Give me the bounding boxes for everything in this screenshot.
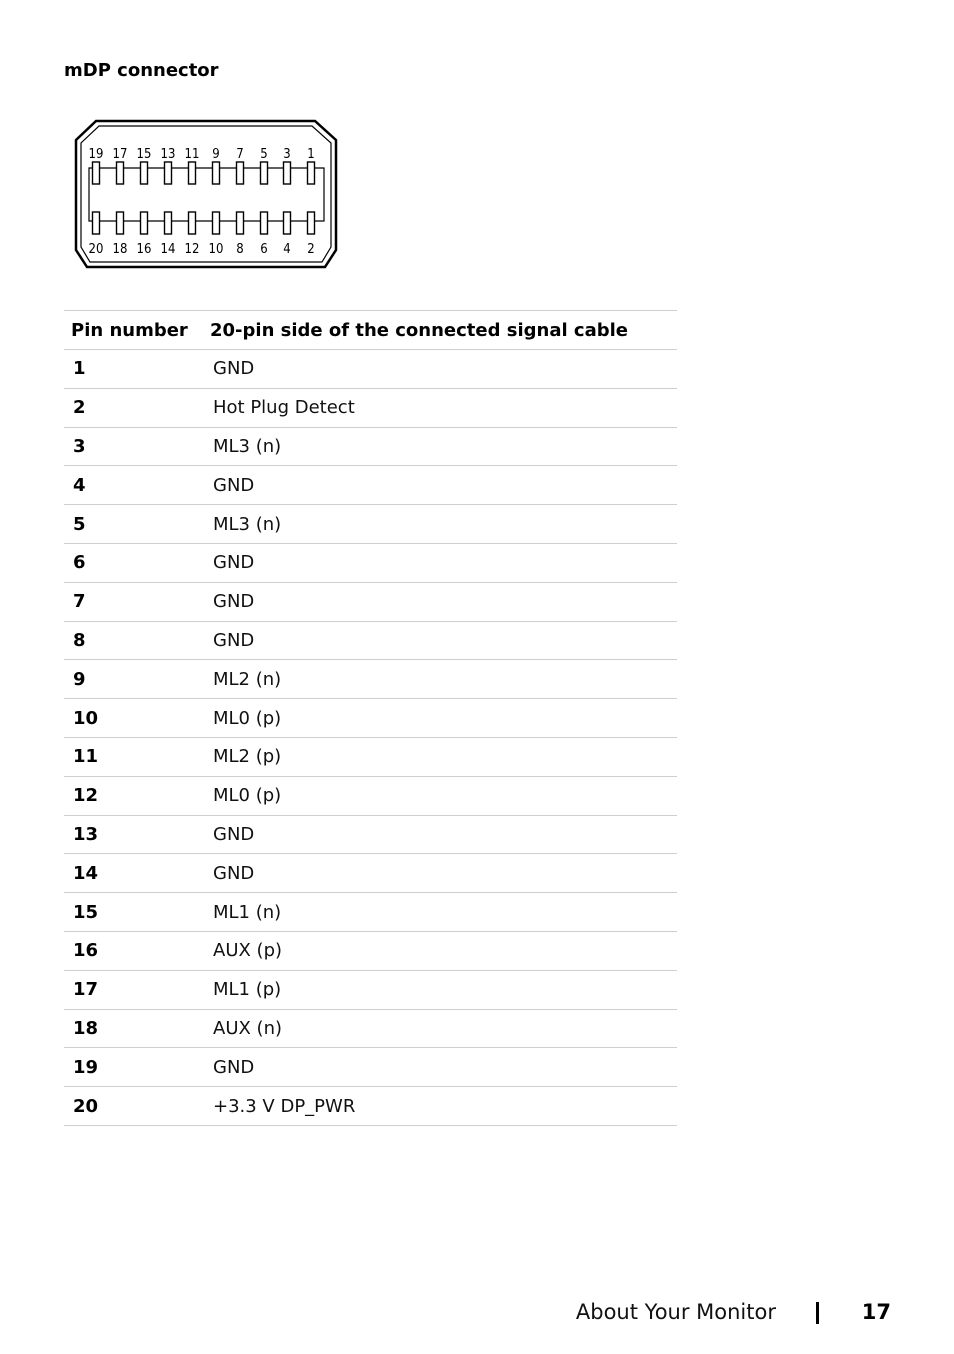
bottom-pin — [117, 212, 124, 234]
bottom-pin — [308, 212, 315, 234]
pin-number-cell: 20 — [64, 1087, 204, 1126]
signal-cell: AUX (p) — [204, 931, 677, 970]
table-row — [64, 1009, 677, 1048]
top-pin — [261, 162, 268, 184]
signal-cell: +3.3 V DP_PWR — [204, 1087, 677, 1126]
top-pin — [308, 162, 315, 184]
table-row — [64, 543, 677, 582]
top-pin — [237, 162, 244, 184]
table-header-row — [64, 311, 677, 350]
signal-cell: GND — [204, 621, 677, 660]
table-row — [64, 621, 677, 660]
pin-number-cell: 10 — [64, 699, 204, 738]
bottom-pin-label: 14 — [160, 242, 176, 257]
bottom-pin-label: 4 — [283, 242, 291, 257]
top-pin-label: 15 — [136, 147, 152, 162]
column-header-pin-number: Pin number — [64, 311, 204, 350]
top-pin-label: 19 — [88, 147, 104, 162]
bottom-pin-label: 12 — [184, 242, 200, 257]
pin-number-cell: 17 — [64, 970, 204, 1009]
top-pin — [117, 162, 124, 184]
top-pin — [213, 162, 220, 184]
table-row — [64, 466, 677, 505]
footer-section-title: About Your Monitor — [575, 1300, 776, 1324]
mdp-connector-drawing — [74, 118, 338, 270]
signal-cell: ML1 (p) — [204, 970, 677, 1009]
bottom-pin — [213, 212, 220, 234]
page-footer — [0, 1300, 954, 1328]
bottom-pin — [189, 212, 196, 234]
pin-number-cell: 6 — [64, 543, 204, 582]
pin-number-cell: 5 — [64, 505, 204, 544]
table-row — [64, 660, 677, 699]
column-header-signal: 20-pin side of the connected signal cable — [204, 311, 677, 350]
pin-number-cell: 18 — [64, 1009, 204, 1048]
bottom-pin-label: 16 — [136, 242, 152, 257]
top-pin-label: 5 — [260, 147, 268, 162]
pin-number-cell: 16 — [64, 931, 204, 970]
table-row — [64, 1087, 677, 1126]
table-row — [64, 893, 677, 932]
bottom-pin-label: 20 — [88, 242, 104, 257]
bottom-pin — [165, 212, 172, 234]
pin-number-cell: 15 — [64, 893, 204, 932]
top-pin-label: 11 — [184, 147, 200, 162]
pin-number-cell: 1 — [64, 350, 204, 389]
signal-cell: ML3 (n) — [204, 505, 677, 544]
table-row — [64, 815, 677, 854]
table-row — [64, 970, 677, 1009]
signal-cell: ML0 (p) — [204, 776, 677, 815]
top-pin — [93, 162, 100, 184]
section-heading: mDP connector — [64, 60, 219, 81]
signal-cell: ML2 (p) — [204, 737, 677, 776]
signal-cell: GND — [204, 854, 677, 893]
bottom-pin-label: 8 — [236, 242, 244, 257]
pin-number-cell: 11 — [64, 737, 204, 776]
top-pin-label: 9 — [212, 147, 220, 162]
table-row — [64, 388, 677, 427]
table-row — [64, 582, 677, 621]
top-pin — [165, 162, 172, 184]
signal-cell: Hot Plug Detect — [204, 388, 677, 427]
pin-number-cell: 7 — [64, 582, 204, 621]
pin-number-cell: 14 — [64, 854, 204, 893]
signal-cell: AUX (n) — [204, 1009, 677, 1048]
top-pin-label: 13 — [160, 147, 176, 162]
page-number: 17 — [861, 1300, 891, 1324]
top-pin — [284, 162, 291, 184]
pin-assignment-table — [64, 310, 677, 1126]
top-pin-label: 1 — [307, 147, 315, 162]
pin-number-cell: 4 — [64, 466, 204, 505]
bottom-pin — [141, 212, 148, 234]
pin-number-cell: 12 — [64, 776, 204, 815]
signal-cell: ML0 (p) — [204, 699, 677, 738]
pin-number-cell: 13 — [64, 815, 204, 854]
bottom-pin-label: 10 — [208, 242, 224, 257]
bottom-pin-label: 18 — [112, 242, 128, 257]
signal-cell: GND — [204, 543, 677, 582]
top-pin-label: 7 — [236, 147, 244, 162]
footer-separator — [816, 1302, 819, 1324]
signal-cell: GND — [204, 1048, 677, 1087]
bottom-pin-label: 2 — [307, 242, 315, 257]
table-row — [64, 854, 677, 893]
bottom-pin — [237, 212, 244, 234]
pin-number-cell: 9 — [64, 660, 204, 699]
table-row — [64, 1048, 677, 1087]
mdp-connector-diagram — [74, 118, 338, 274]
pin-number-cell: 19 — [64, 1048, 204, 1087]
signal-cell: ML1 (n) — [204, 893, 677, 932]
bottom-pin — [261, 212, 268, 234]
table-row — [64, 931, 677, 970]
table-row — [64, 427, 677, 466]
table-row — [64, 737, 677, 776]
signal-cell: GND — [204, 350, 677, 389]
table-row — [64, 350, 677, 389]
table-row — [64, 505, 677, 544]
top-pin — [189, 162, 196, 184]
signal-cell: GND — [204, 815, 677, 854]
signal-cell: ML3 (n) — [204, 427, 677, 466]
signal-cell: ML2 (n) — [204, 660, 677, 699]
top-pin — [141, 162, 148, 184]
pin-number-cell: 2 — [64, 388, 204, 427]
pin-number-cell: 3 — [64, 427, 204, 466]
pin-layer — [89, 147, 324, 257]
top-pin-label: 3 — [283, 147, 291, 162]
bottom-pin — [93, 212, 100, 234]
pin-number-cell: 8 — [64, 621, 204, 660]
signal-cell: GND — [204, 466, 677, 505]
top-pin-label: 17 — [112, 147, 128, 162]
bottom-pin — [284, 212, 291, 234]
bottom-pin-label: 6 — [260, 242, 268, 257]
table-row — [64, 776, 677, 815]
table-row — [64, 699, 677, 738]
signal-cell: GND — [204, 582, 677, 621]
